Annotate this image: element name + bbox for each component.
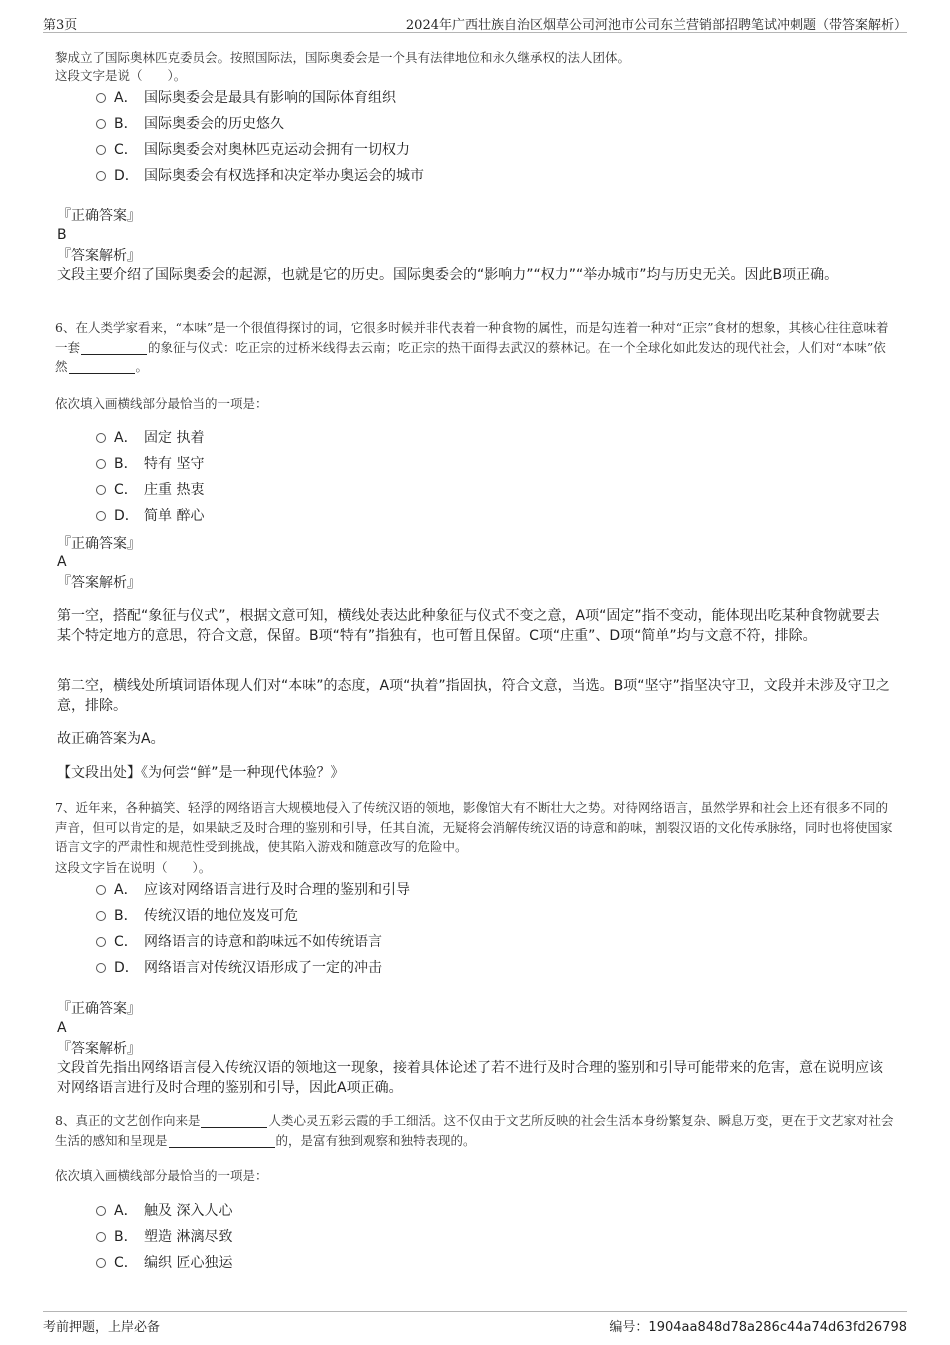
radio-button-icon[interactable] <box>96 145 106 155</box>
q6-analysis-label: 『答案解析』 <box>57 575 141 591</box>
radio-button-icon[interactable] <box>96 93 106 103</box>
q8-option-c[interactable]: C． 编织 匠心独运 <box>96 1253 232 1273</box>
q7-option-d[interactable]: D． 网络语言对传统汉语形成了一定的冲击 <box>96 958 382 978</box>
page-header <box>43 12 907 33</box>
document-id: 编号：1904aa848d78a286c44a74d63fd26798 <box>609 1320 907 1335</box>
q7-option-b[interactable]: B． 传统汉语的地位岌岌可危 <box>96 906 298 926</box>
page-footer <box>43 1311 907 1336</box>
q6-answer: A <box>57 554 67 570</box>
q7-option-a[interactable]: A． 应该对网络语言进行及时合理的鉴别和引导 <box>96 880 410 900</box>
q6-analysis-p3: 故正确答案为A。 <box>57 731 165 747</box>
q5-answer-label: 『正确答案』 <box>57 208 141 224</box>
radio-button-icon[interactable] <box>96 963 106 973</box>
q7-option-c[interactable]: C． 网络语言的诗意和韵味远不如传统语言 <box>96 932 382 952</box>
q8-option-b[interactable]: B． 塑造 淋漓尽致 <box>96 1227 232 1247</box>
radio-button-icon[interactable] <box>96 433 106 443</box>
q6-option-b[interactable]: B． 特有 坚守 <box>96 454 204 474</box>
q6-prompt: 依次填入画横线部分最恰当的一项是： <box>55 396 268 411</box>
radio-button-icon[interactable] <box>96 885 106 895</box>
q5-text-line1: 黎成立了国际奥林匹克委员会。按照国际法，国际奥委会是一个具有法律地位和永久继承权的法人团体。 <box>55 50 631 65</box>
fill-blank-2 <box>69 360 135 374</box>
q7-analysis-label: 『答案解析』 <box>57 1041 141 1057</box>
q6-option-d[interactable]: D． 简单 醉心 <box>96 506 204 526</box>
radio-button-icon[interactable] <box>96 1258 106 1268</box>
q7-prompt: 这段文字旨在说明（ ）。 <box>55 860 212 875</box>
footer-slogan: 考前押题，上岸必备 <box>43 1320 161 1335</box>
fill-blank-1 <box>81 341 147 355</box>
q5-text-line2: 这段文字是说（ ）。 <box>55 68 187 83</box>
radio-button-icon[interactable] <box>96 119 106 129</box>
q6-answer-label: 『正确答案』 <box>57 536 141 552</box>
q6-analysis-p2: 第二空，横线处所填词语体现人们对“本味”的态度，A项“执着”指固执，符合文意，当选。B项“坚守”指坚决守卫，文段并未涉及守卫之意，排除。 <box>57 678 890 714</box>
radio-button-icon[interactable] <box>96 1206 106 1216</box>
q6-option-c[interactable]: C． 庄重 热衷 <box>96 480 204 500</box>
q6-source: 【文段出处】《为何尝“鲜”是一种现代体验？》 <box>57 765 345 781</box>
q7-answer-label: 『正确答案』 <box>57 1001 141 1017</box>
document-title: 2024年广西壮族自治区烟草公司河池市公司东兰营销部招聘笔试冲刺题（带答案解析） <box>405 18 907 33</box>
q6-analysis-p1: 第一空，搭配“象征与仪式”，根据文意可知，横线处表达此种象征与仪式不变之意，A项“固定”指不变动，能体现出吃某种食物就要去某个特定地方的意思，符合文意，保留。B项“特有”指独有，也可暂且保留。C项“庄重”、D项“简单”均与文意不符，排除。 <box>57 608 880 644</box>
q6-text: 6、在人类学家看来，“本味”是一个很值得探讨的词，它很多时候并非代表着一种食物的属性，而是勾连着一种对“正宗”食材的想象，其核心往往意味着一套 的象征与仪式：吃正宗的过桥米线得去云南；吃正宗的热干面得去武汉的蔡林记。在一个全球化如此发达的现代社会，人们对“本味”依然 。 <box>55 320 889 374</box>
q8-prompt: 依次填入画横线部分最恰当的一项是： <box>55 1168 268 1183</box>
q7-answer: A <box>57 1020 67 1036</box>
q7-analysis: 文段首先指出网络语言侵入传统汉语的领地这一现象，接着具体论述了若不进行及时合理的鉴别和引导可能带来的危害，意在说明应该对网络语言进行及时合理的鉴别和引导，因此A项正确。 <box>57 1060 883 1096</box>
page-number: 第3页 <box>43 18 78 33</box>
q5-option-b[interactable]: B． 国际奥委会的历史悠久 <box>96 114 284 134</box>
radio-button-icon[interactable] <box>96 937 106 947</box>
q8-text: 8、真正的文艺创作向来是 人类心灵五彩云霞的手工细活。这不仅由于文艺所反映的社会生活本身纷繁复杂、瞬息万变，更在于文艺家对社会生活的感知和呈现是 的，是富有独到观察和独特表现的。 <box>55 1113 894 1148</box>
fill-blank-1 <box>201 1114 267 1128</box>
q6-option-a[interactable]: A． 固定 执着 <box>96 428 204 448</box>
fill-blank-2 <box>169 1134 275 1148</box>
q7-text: 7、近年来，各种搞笑、轻浮的网络语言大规模地侵入了传统汉语的领地，影像馆大有不断壮大之势。对待网络语言，虽然学界和社会上还有很多不同的声音，但可以肯定的是，如果缺乏及时合理的鉴别和引导，任其自流，无疑将会消解传统汉语的诗意和韵味，割裂汉语的文化传承脉络，同时也将使国家语言文字的严肃性和规范性受到挑战，使其陷入游戏和随意改写的危险中。 <box>55 800 893 854</box>
radio-button-icon[interactable] <box>96 485 106 495</box>
q5-analysis-label: 『答案解析』 <box>57 248 141 264</box>
radio-button-icon[interactable] <box>96 1232 106 1242</box>
q5-option-c[interactable]: C． 国际奥委会对奥林匹克运动会拥有一切权力 <box>96 140 410 160</box>
radio-button-icon[interactable] <box>96 171 106 181</box>
q5-answer: B <box>57 227 67 243</box>
radio-button-icon[interactable] <box>96 511 106 521</box>
radio-button-icon[interactable] <box>96 911 106 921</box>
q5-option-a[interactable]: A． 国际奥委会是最具有影响的国际体育组织 <box>96 88 396 108</box>
q5-option-d[interactable]: D． 国际奥委会有权选择和决定举办奥运会的城市 <box>96 166 424 186</box>
q5-analysis: 文段主要介绍了国际奥委会的起源，也就是它的历史。国际奥委会的“影响力”“权力”“举办城市”均与历史无关。因此B项正确。 <box>57 267 839 283</box>
radio-button-icon[interactable] <box>96 459 106 469</box>
q8-option-a[interactable]: A． 触及 深入人心 <box>96 1201 232 1221</box>
